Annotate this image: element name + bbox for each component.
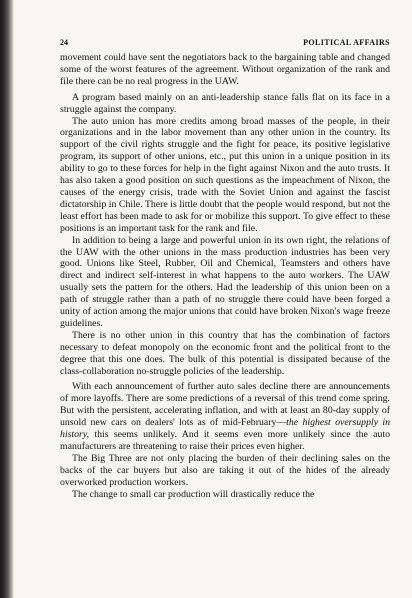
paragraph-sales-decline: [60, 381, 390, 452]
paragraph-sales-decline-end: this seems unlikely. And it seems even more unlikely since the auto manufacturers are threatening to raise their prices even higher.: [60, 429, 390, 452]
paragraph-auto-union: The auto union has more credits among broad masses of the people, in their organizations and in the labor movement than any other union in the country. Its support of the civil rights struggle and the fight for peace, its positive legislative program, its support of other unions, etc., put this union in a unique position in its ability to go to these forces for help in the fight against Nixon and the auto trusts. It has also taken a good position on such questions as the impeachment of Nixon, the causes of the energy crisis, trade with the Soviet Union and against the fascist dictatorship in Chile. There is little doubt that the people would respond, but not the least effort has been made to ask for or mobilize this support. To give effect to these positions is an important task for the rank and file.: [60, 115, 390, 234]
paragraph-no-other-union: There is no other union in this country that has the combination of factors necessary to defeat monopoly on the economic front and the political front to the degree that this one does. The bulk of this potential is dissipated because of the class-collaboration no-struggle policies of the leadership.: [60, 329, 390, 377]
paragraph-relations: In addition to being a large and powerful union in its own right, the relations of the UAW with the other unions in the mass production industries has been very good. Unions like Steel, Rubber, Oil and Chemical, Teamsters and others have direct and indirect self-interest in what happens to the auto workers. The UAW usually sets the pattern for the others. Had the leadership of this union been on a path of struggle rather than a path of no struggle there could have been forged a unity of action among the major unions that could have broken Nixon's wage freeze guidelines.: [60, 234, 390, 329]
emphasis-oversupply: the highest oversupply in history,: [60, 417, 390, 441]
paragraph-continuation: movement could have sent the negotiators back to the bargaining table and changed some of the worst features of the agreement. Without organization of the rank and file there can be no real progress in the UAW.: [60, 52, 390, 87]
paragraph-big-three: The Big Three are not only placing the burden of their declining sales on the backs of the car buyers but also are taking it out of the hides of the already overworked production workers.: [60, 452, 390, 488]
paragraph-small-car: The change to small car production will drastically reduce the: [72, 488, 315, 500]
paragraph-program: A program based mainly on an anti-leadership stance falls flat on its face in a struggle against the company.: [60, 91, 390, 115]
running-head: POLITICAL AFFAIRS: [303, 38, 390, 47]
book-binding-shadow: [0, 0, 14, 598]
article-body: [60, 52, 390, 501]
paragraph-sales-decline-text: With each announcement of further auto sales decline there are announcements of more layoffs. There are some predictions of a reversal of this trend come spring. But with the persistent, accelerating inflation, and with at least an 80-day supply of unsold new cars on dealers' lots as of mid-February—: [60, 381, 390, 429]
page-header: [60, 38, 390, 52]
page-number: 24: [60, 38, 68, 47]
